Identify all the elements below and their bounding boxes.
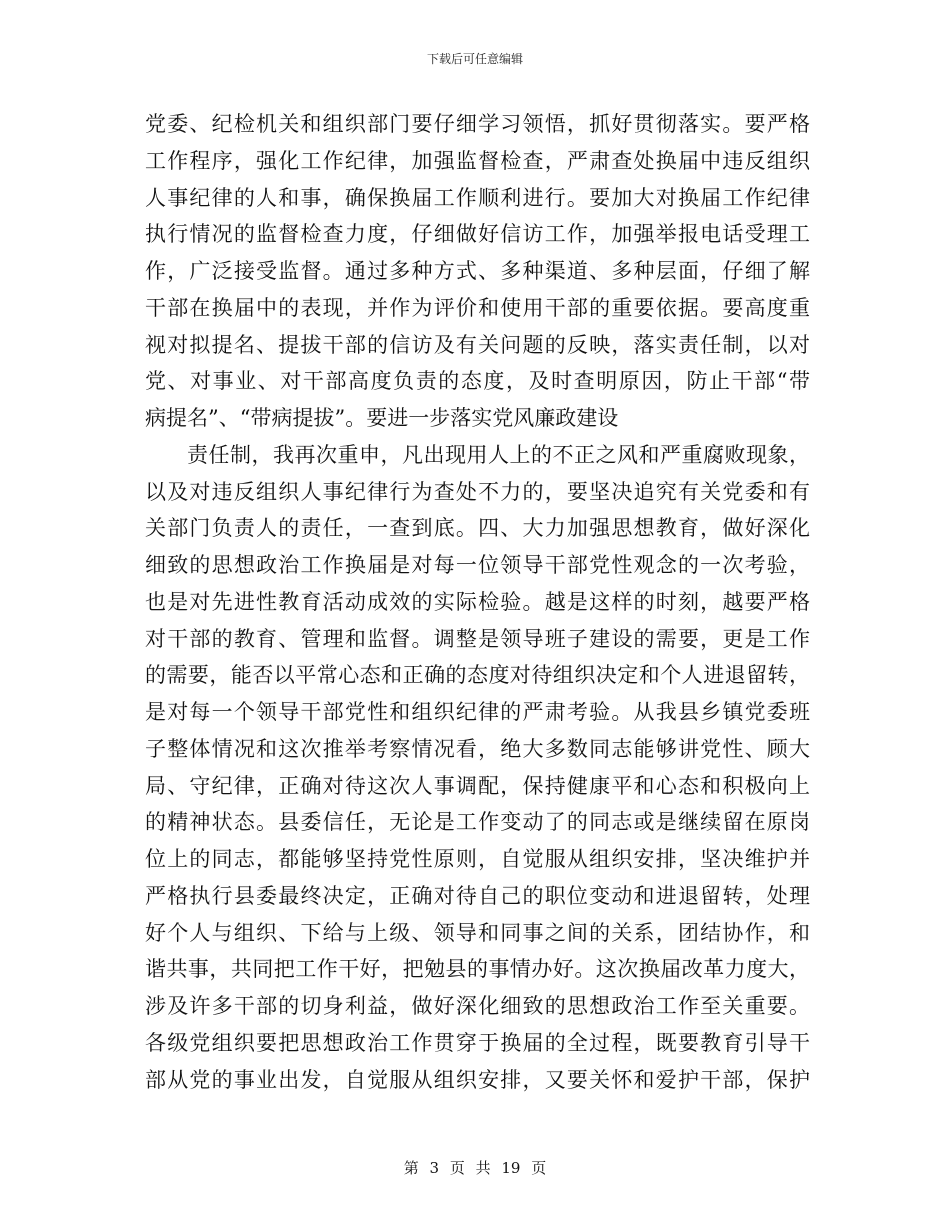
- text-line: 党、对事业、对干部高度负责的态度，及时查明原因，防止干部“带: [145, 369, 810, 394]
- text-line: 党委、纪检机关和组织部门要仔细学习领悟，抓好贯彻落实。要严格: [145, 112, 810, 136]
- text-line: 谐共事，共同把工作干好，把勉县的事情办好。这次换届改革力度大，: [145, 957, 810, 982]
- text-line: 各级党组织要把思想政治工作贯穿于换届的全过程，既要教育引导干: [145, 1030, 810, 1055]
- page-number-footer: 第 3 页 共 19 页: [403, 1159, 547, 1177]
- text-line: 作，广泛接受监督。通过多种方式、多种渠道、多种层面，仔细了解: [145, 259, 810, 283]
- text-line: 细致的思想政治工作换届是对每一位领导干部党性观念的一次考验，: [145, 553, 810, 577]
- text-line: 视对拟提名、提拔干部的信访及有关问题的反映，落实责任制，以对: [145, 332, 810, 357]
- text-line: 人事纪律的人和事，确保换届工作顺利进行。要加大对换届工作纪律: [145, 185, 810, 210]
- document-body: [145, 106, 810, 1098]
- page-header: 下载后可任意编辑: [426, 52, 523, 66]
- text-line: 好个人与组织、下给与上级、领导和同事之间的关系，团结协作，和: [145, 920, 810, 945]
- text-line: 工作程序，强化工作纪律，加强监督检查，严肃查处换届中违反组织: [145, 148, 810, 173]
- text-line: 关部门负责人的责任，一查到底。四、大力加强思想教育，做好深化: [145, 516, 810, 541]
- text-line: 病提名”、“带病提拔”。要进一步落实党风廉政建设: [145, 406, 619, 430]
- text-line: 是对每一个领导干部党性和组织纪律的严肃考验。从我县乡镇党委班: [145, 700, 810, 724]
- text-line: 以及对违反组织人事纪律行为查处不力的，要坚决追究有关党委和有: [145, 479, 810, 504]
- text-line: 干部在换届中的表现，并作为评价和使用干部的重要依据。要高度重: [145, 295, 810, 320]
- text-line: 的精神状态。县委信任，无论是工作变动了的同志或是继续留在原岗: [145, 810, 810, 835]
- text-line: 的需要，能否以平常心态和正确的态度对待组织决定和个人进退留转，: [145, 663, 810, 688]
- text-line: 涉及许多干部的切身利益，做好深化细致的思想政治工作至关重要。: [145, 994, 810, 1018]
- text-line: 局、守纪律，正确对待这次人事调配，保持健康平和心态和积极向上: [145, 773, 810, 798]
- text-line: 严格执行县委最终决定，正确对待自己的职位变动和进退留转，处理: [145, 883, 810, 908]
- text-line: 部从党的事业出发，自觉服从组织安排，又要关怀和爱护干部，保护: [145, 1067, 810, 1092]
- text-line: 位上的同志，都能够坚持党性原则，自觉服从组织安排，坚决维护并: [145, 847, 810, 871]
- text-line: 子整体情况和这次推举考察情况看，绝大多数同志能够讲党性、顾大: [145, 736, 810, 761]
- text-line: 也是对先进性教育活动成效的实际检验。越是这样的时刻，越要严格: [145, 589, 810, 614]
- text-line: 对干部的教育、管理和监督。调整是领导班子建设的需要，更是工作: [145, 626, 810, 651]
- text-line: 执行情况的监督检查力度，仔细做好信访工作，加强举报电话受理工: [145, 222, 810, 247]
- text-line: 责任制，我再次重申，凡出现用人上的不正之风和严重腐败现象，: [187, 442, 810, 467]
